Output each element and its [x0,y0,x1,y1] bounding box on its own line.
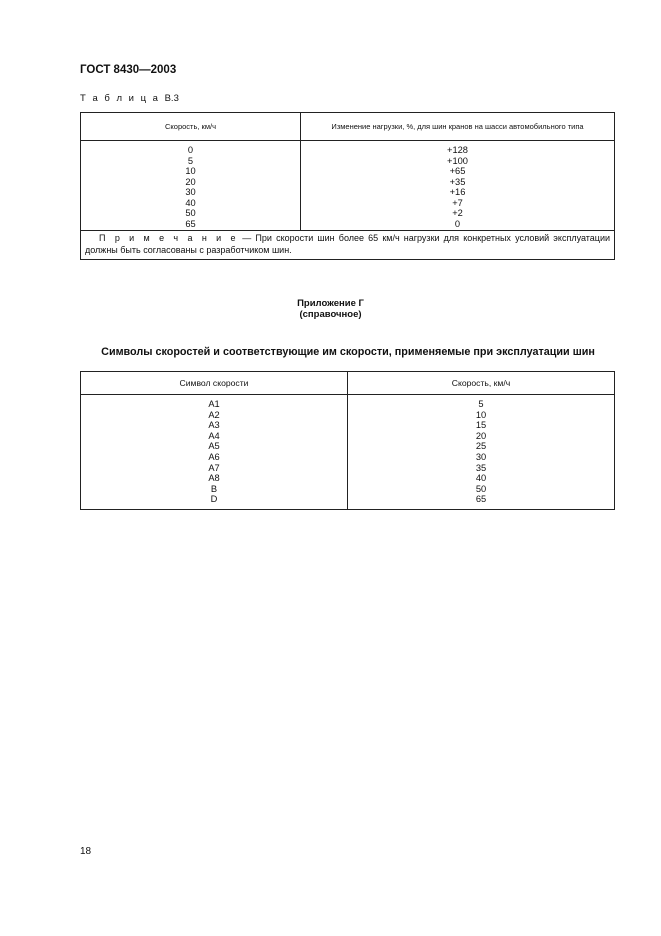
page-number: 18 [80,846,92,857]
symbol-values-cell [81,395,348,510]
appendix-heading: Символы скоростей и соответствующие им скорости, применяемые при эксплуатации шин [101,346,595,358]
table-cell: 20 [475,430,487,441]
table-cell: А3 [208,420,220,431]
table-cell: +128 [447,145,468,155]
table-cell: 50 [475,483,487,494]
table-cell: 15 [475,420,487,431]
table-cell: 25 [475,441,487,452]
table-cell: А2 [208,409,220,420]
table-cell: А7 [208,462,220,473]
table-b3 [80,112,615,260]
table-cell: +7 [452,197,463,208]
table-cell: +16 [449,187,466,197]
table-cell: В [210,483,218,494]
table-cell: 10 [475,409,487,420]
appendix-type: (справочное) [299,309,362,320]
table-cell: 10 [185,166,196,176]
table-cell: 50 [185,208,196,218]
speed-values-cell [348,395,615,510]
column-header-load-change: Изменение нагрузки, %, для шин кранов на шасси автомобильного типа [301,113,615,141]
note-label: П р и м е ч а н и е [99,233,239,243]
appendix-title [0,298,661,320]
table-cell: 20 [185,176,196,187]
table-cell: 65 [475,494,487,505]
document-header: ГОСТ 8430—2003 [80,64,177,76]
column-header-speed: Скорость, км/ч [81,113,301,141]
table-cell: +35 [449,176,466,187]
table-cell: А5 [208,441,220,452]
table-cell: +100 [447,155,468,166]
speed-values-cell [81,141,301,231]
speed-symbols-table [80,371,615,510]
table-cell: 0 [454,218,461,229]
note-text: — При скорости шин более 65 км/ч нагрузки для конкретных условий эксплуатации должны быть согласованы с разработчиком шин. [85,233,611,255]
table-cell: 40 [185,197,196,208]
table-cell: А4 [208,430,220,441]
table-cell: 5 [187,155,194,166]
table-cell: D [210,494,218,505]
appendix-label: Приложение Г [297,298,364,309]
table-b3-caption [80,93,179,104]
table-cell: 35 [475,462,487,473]
table-cell: А6 [208,451,220,462]
table-cell: +2 [452,208,463,218]
table-cell: 0 [187,145,194,155]
table-cell: 40 [475,473,487,484]
table-cell: +65 [449,166,466,176]
table-caption-word: Т а б л и ц а [80,93,160,104]
table-note [81,231,615,260]
column-header-speed: Скорость, км/ч [348,372,615,395]
table-cell: А1 [208,399,220,409]
table-cell: 30 [475,451,487,462]
table-cell: 65 [185,218,196,229]
table-cell: 5 [478,399,484,409]
table-cell: А8 [208,473,220,484]
table-cell: 30 [185,187,196,197]
load-change-values-cell [301,141,615,231]
column-header-symbol: Символ скорости [81,372,348,395]
table-caption-number: В.3 [164,93,179,104]
